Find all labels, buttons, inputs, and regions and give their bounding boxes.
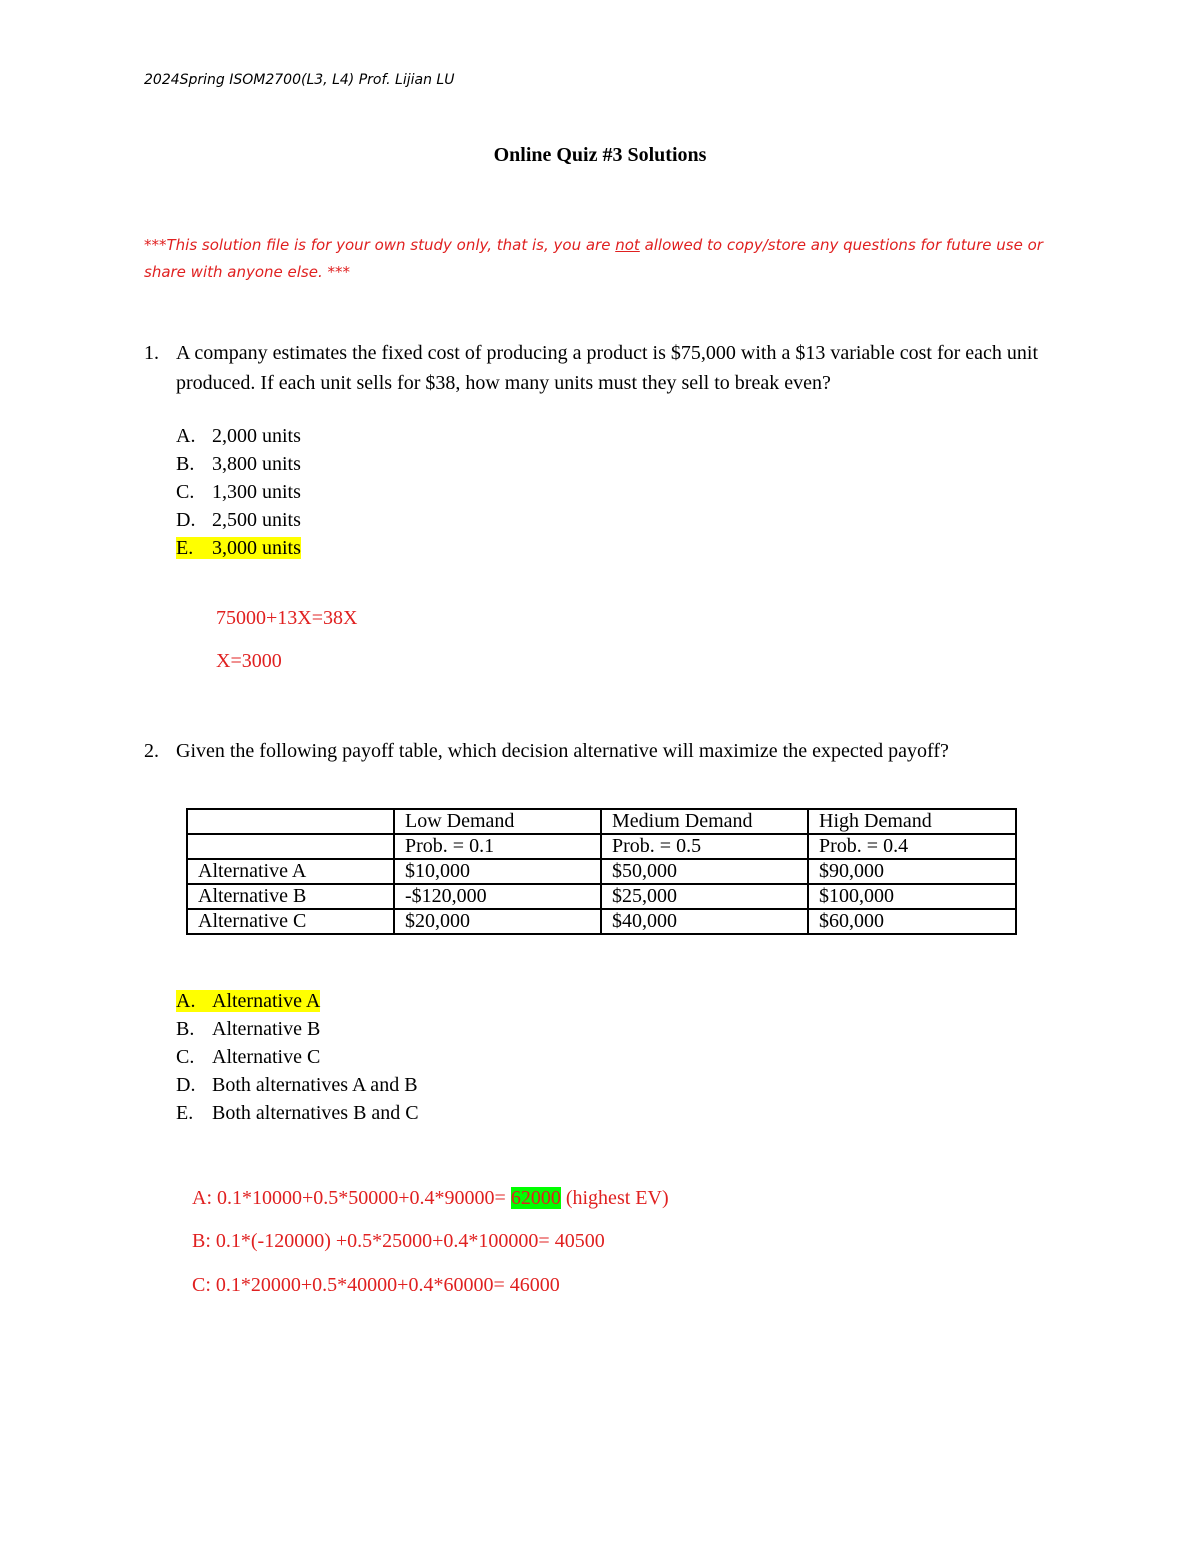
table-cell: Medium Demand [601, 809, 808, 834]
option-text: 1,300 units [212, 481, 301, 503]
table-row [187, 909, 1016, 934]
option-text: Both alternatives B and C [212, 1102, 419, 1124]
option-letter: C. [176, 1046, 195, 1068]
table-row [187, 884, 1016, 909]
option-text: Alternative A [212, 990, 321, 1012]
notice-underlined: not [615, 236, 640, 254]
work-a-suffix: (highest EV) [560, 1187, 669, 1209]
q1-work-line-2: X=3000 [216, 650, 282, 672]
q2-work-line-b: B: 0.1*(-120000) +0.5*25000+0.4*100000= 40500 [192, 1230, 605, 1252]
table-cell: $40,000 [601, 909, 808, 934]
document-header: 2024Spring ISOM2700(L3, L4) Prof. Lijian LU [144, 72, 455, 88]
table-cell: Alternative A [187, 859, 394, 884]
question-2 [144, 736, 1064, 766]
table-prob-row [187, 834, 1016, 859]
option-b [176, 450, 301, 478]
option-letter: A. [176, 990, 196, 1012]
table-cell: $20,000 [394, 909, 601, 934]
option-letter: B. [176, 1018, 195, 1040]
table-cell: Prob. = 0.1 [394, 834, 601, 859]
option-d [176, 1071, 419, 1099]
q2-work-line-a [192, 1187, 669, 1210]
option-b [176, 1015, 419, 1043]
payoff-table [186, 808, 1017, 935]
question-text: A company estimates the fixed cost of producing a product is $75,000 with a $13 variable cost for each unit produced. If each unit sells for $38, how many units must they sell to break even? [176, 342, 1039, 394]
table-cell: Prob. = 0.5 [601, 834, 808, 859]
option-letter: C. [176, 481, 195, 503]
table-cell: Alternative C [187, 909, 394, 934]
option-text: 2,500 units [212, 509, 301, 531]
option-letter: E. [176, 537, 194, 559]
option-letter: A. [176, 425, 196, 447]
table-cell: Low Demand [394, 809, 601, 834]
question-number: 1. [144, 342, 159, 364]
table-cell [187, 809, 394, 834]
answer-highlight [176, 990, 320, 1012]
table-cell: High Demand [808, 809, 1016, 834]
option-c [176, 478, 301, 506]
table-cell: -$120,000 [394, 884, 601, 909]
table-header-row [187, 809, 1016, 834]
table-cell [187, 834, 394, 859]
answer-highlight [176, 537, 301, 559]
option-text: Alternative B [212, 1018, 321, 1040]
question-text: Given the following payoff table, which decision alternative will maximize the expected payoff? [176, 740, 949, 762]
option-letter: D. [176, 1074, 196, 1096]
option-text: 3,800 units [212, 453, 301, 475]
q1-work-line-1: 75000+13X=38X [216, 607, 358, 629]
notice-text-after: allowed to copy/store any questions for future use or share with anyone else. *** [144, 236, 1043, 281]
q2-work-line-c: C: 0.1*20000+0.5*40000+0.4*60000= 46000 [192, 1274, 560, 1296]
option-d [176, 506, 301, 534]
table-cell: $10,000 [394, 859, 601, 884]
table-cell: $100,000 [808, 884, 1016, 909]
table-cell: $90,000 [808, 859, 1016, 884]
table-cell: $25,000 [601, 884, 808, 909]
usage-notice [144, 232, 1044, 286]
option-text: 2,000 units [212, 425, 301, 447]
work-a-result: 62000 [510, 1187, 561, 1209]
table-cell: Alternative B [187, 884, 394, 909]
option-c [176, 1043, 419, 1071]
question-1-options [176, 422, 301, 562]
page-title: Online Quiz #3 Solutions [493, 144, 707, 166]
option-letter: D. [176, 509, 196, 531]
option-a [176, 422, 301, 450]
question-number: 2. [144, 740, 159, 762]
work-a-prefix: A: 0.1*10000+0.5*50000+0.4*90000= [192, 1187, 511, 1209]
table-cell: $50,000 [601, 859, 808, 884]
question-2-options [176, 987, 419, 1127]
table-row [187, 859, 1016, 884]
option-e [176, 1099, 419, 1127]
option-e-correct [176, 534, 301, 562]
option-text: Alternative C [212, 1046, 321, 1068]
table-cell: Prob. = 0.4 [808, 834, 1016, 859]
notice-text-before: ***This solution file is for your own study only, that is, you are [144, 236, 616, 254]
question-1 [144, 338, 1064, 398]
option-text: Both alternatives A and B [212, 1074, 418, 1096]
option-letter: B. [176, 453, 195, 475]
table-cell: $60,000 [808, 909, 1016, 934]
option-text: 3,000 units [212, 537, 301, 559]
option-a-correct [176, 987, 419, 1015]
option-letter: E. [176, 1102, 194, 1124]
